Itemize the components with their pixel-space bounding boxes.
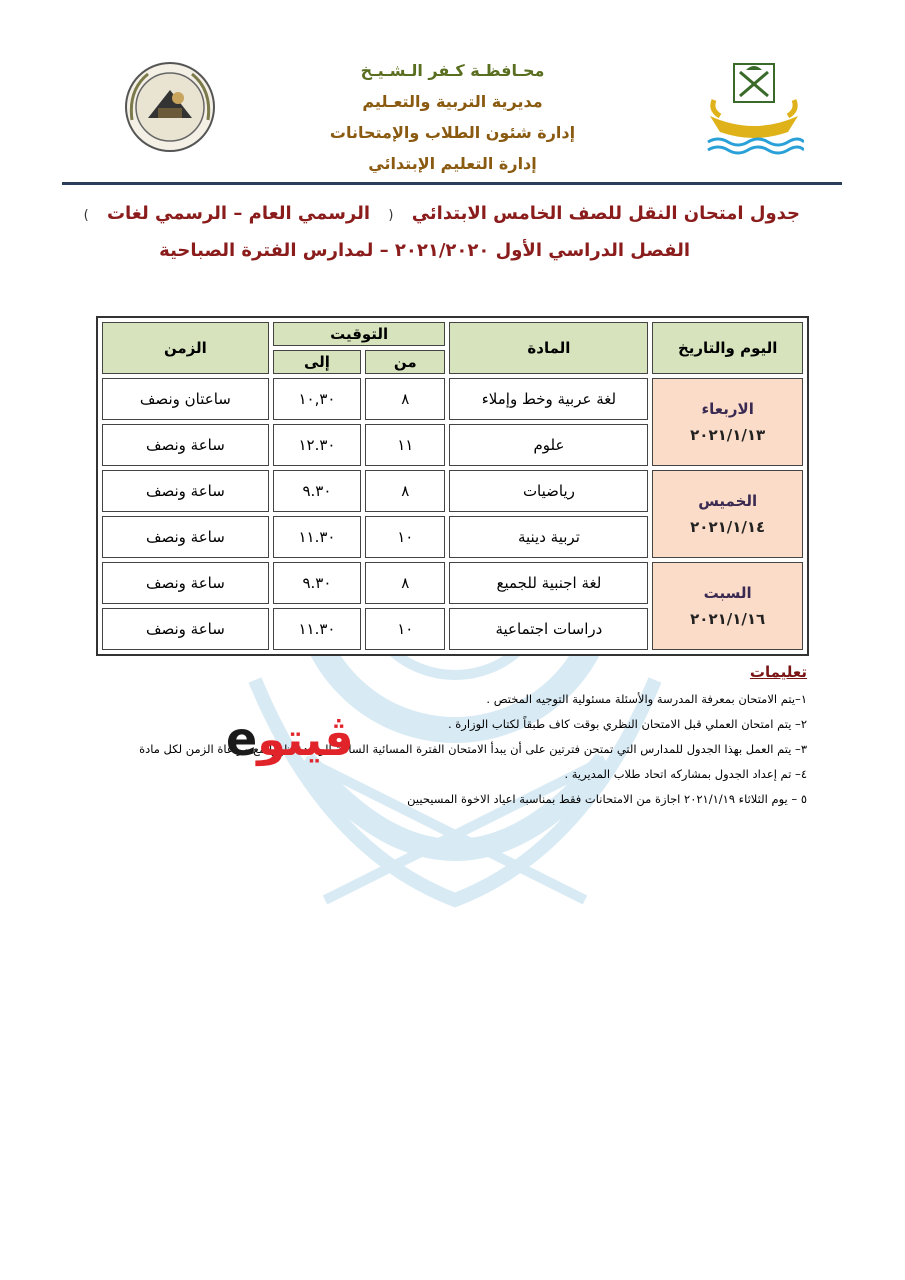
from-cell: ٨ bbox=[365, 470, 445, 512]
day-name: السبت bbox=[703, 584, 752, 602]
directorate-name: مديرية التربية والتعـليم bbox=[362, 92, 543, 111]
instructions-block bbox=[95, 663, 807, 812]
day-cell bbox=[652, 378, 803, 466]
paren-close: ) bbox=[83, 208, 89, 223]
duration-cell: ساعة ونصف bbox=[102, 424, 269, 466]
subject-cell: لغة اجنبية للجميع bbox=[449, 562, 648, 604]
governorate-emblem-logo bbox=[704, 60, 804, 155]
brand-latin: e bbox=[226, 712, 258, 766]
day-name: الاربعاء bbox=[701, 400, 754, 418]
governorate-name: محـافظـة كـفر الـشـيـخ bbox=[360, 61, 545, 80]
day-cell bbox=[652, 562, 803, 650]
day-name: الخميس bbox=[698, 492, 758, 510]
day-date: ٢٠٢١/١/١٣ bbox=[690, 426, 766, 444]
header-from: من bbox=[365, 350, 445, 374]
to-cell: ١١.٣٠ bbox=[273, 608, 361, 650]
duration-cell: ساعة ونصف bbox=[102, 608, 269, 650]
duration-cell: ساعة ونصف bbox=[102, 516, 269, 558]
day-date: ٢٠٢١/١/١٤ bbox=[690, 518, 766, 536]
to-cell: ١٢.٣٠ bbox=[273, 424, 361, 466]
schedule-subtitle: الفصل الدراسي الأول ٢٠٢١/٢٠٢٠ – لمدارس الفترة الصباحية bbox=[159, 240, 690, 261]
primary-education-department: إدارة التعليم الإبتدائي bbox=[368, 154, 537, 173]
to-cell: ٩.٣٠ bbox=[273, 562, 361, 604]
brand-watermark bbox=[226, 712, 354, 766]
instruction-item: ١–يتم الامتحان بمعرفة المدرسة والأسئلة مسئولية التوجيه المختص . bbox=[486, 692, 807, 706]
header-subject: المادة bbox=[449, 322, 648, 374]
from-cell: ١٠ bbox=[365, 516, 445, 558]
from-cell: ٨ bbox=[365, 378, 445, 420]
instruction-item: ٤– تم إعداد الجدول بمشاركه اتحاد طلاب المديرية . bbox=[564, 767, 807, 781]
instruction-item: ٢– يتم امتحان العملي قبل الامتحان النظري بوقت كاف طبقاً لكتاب الوزارة . bbox=[447, 717, 807, 731]
header-divider bbox=[62, 182, 842, 185]
from-cell: ١١ bbox=[365, 424, 445, 466]
schedule-title-main: جدول امتحان النقل للصف الخامس الابتدائي bbox=[411, 203, 800, 224]
subject-cell: علوم bbox=[449, 424, 648, 466]
day-cell bbox=[652, 470, 803, 558]
paren-open: ( bbox=[388, 208, 394, 223]
header-block bbox=[250, 55, 655, 179]
directorate-seal-logo bbox=[118, 60, 223, 155]
subject-cell: تربية دينية bbox=[449, 516, 648, 558]
day-date: ٢٠٢١/١/١٦ bbox=[690, 610, 766, 628]
table-row bbox=[102, 562, 803, 604]
schedule-title-type: الرسمي العام – الرسمي لغات bbox=[106, 203, 371, 224]
header-to: إلى bbox=[273, 350, 361, 374]
affairs-department: إدارة شئون الطلاب والإمتحانات bbox=[329, 123, 576, 142]
instructions-title: تعليمات bbox=[749, 663, 807, 681]
schedule-title bbox=[83, 203, 800, 224]
instruction-item: ٥ – يوم الثلاثاء ٢٠٢١/١/١٩ اجازة من الامتحانات فقط بمناسبة اعياد الاخوة المسيحيين bbox=[407, 792, 807, 806]
table-row bbox=[102, 378, 803, 420]
from-cell: ١٠ bbox=[365, 608, 445, 650]
header-timing: التوقيت bbox=[273, 322, 446, 346]
duration-cell: ساعة ونصف bbox=[102, 562, 269, 604]
subject-cell: دراسات اجتماعية bbox=[449, 608, 648, 650]
subject-cell: لغة عربية وخط وإملاء bbox=[449, 378, 648, 420]
table-row bbox=[102, 470, 803, 512]
header-duration: الزمن bbox=[102, 322, 269, 374]
duration-cell: ساعتان ونصف bbox=[102, 378, 269, 420]
subject-cell: رياضيات bbox=[449, 470, 648, 512]
to-cell: ١١.٣٠ bbox=[273, 516, 361, 558]
header-day: اليوم والتاريخ bbox=[652, 322, 803, 374]
instruction-item: ٣– يتم العمل بهذا الجدول للمدارس التي تمتحن فترتين على أن يبدأ الامتحان الفترة المسائية الساعة الواحدة ظهراً مع مراعاة الزمن لكل مادة bbox=[139, 742, 807, 756]
exam-schedule-table bbox=[96, 316, 809, 656]
duration-cell: ساعة ونصف bbox=[102, 470, 269, 512]
to-cell: ١٠,٣٠ bbox=[273, 378, 361, 420]
brand-arabic: ڤيتو bbox=[257, 712, 354, 766]
from-cell: ٨ bbox=[365, 562, 445, 604]
to-cell: ٩.٣٠ bbox=[273, 470, 361, 512]
